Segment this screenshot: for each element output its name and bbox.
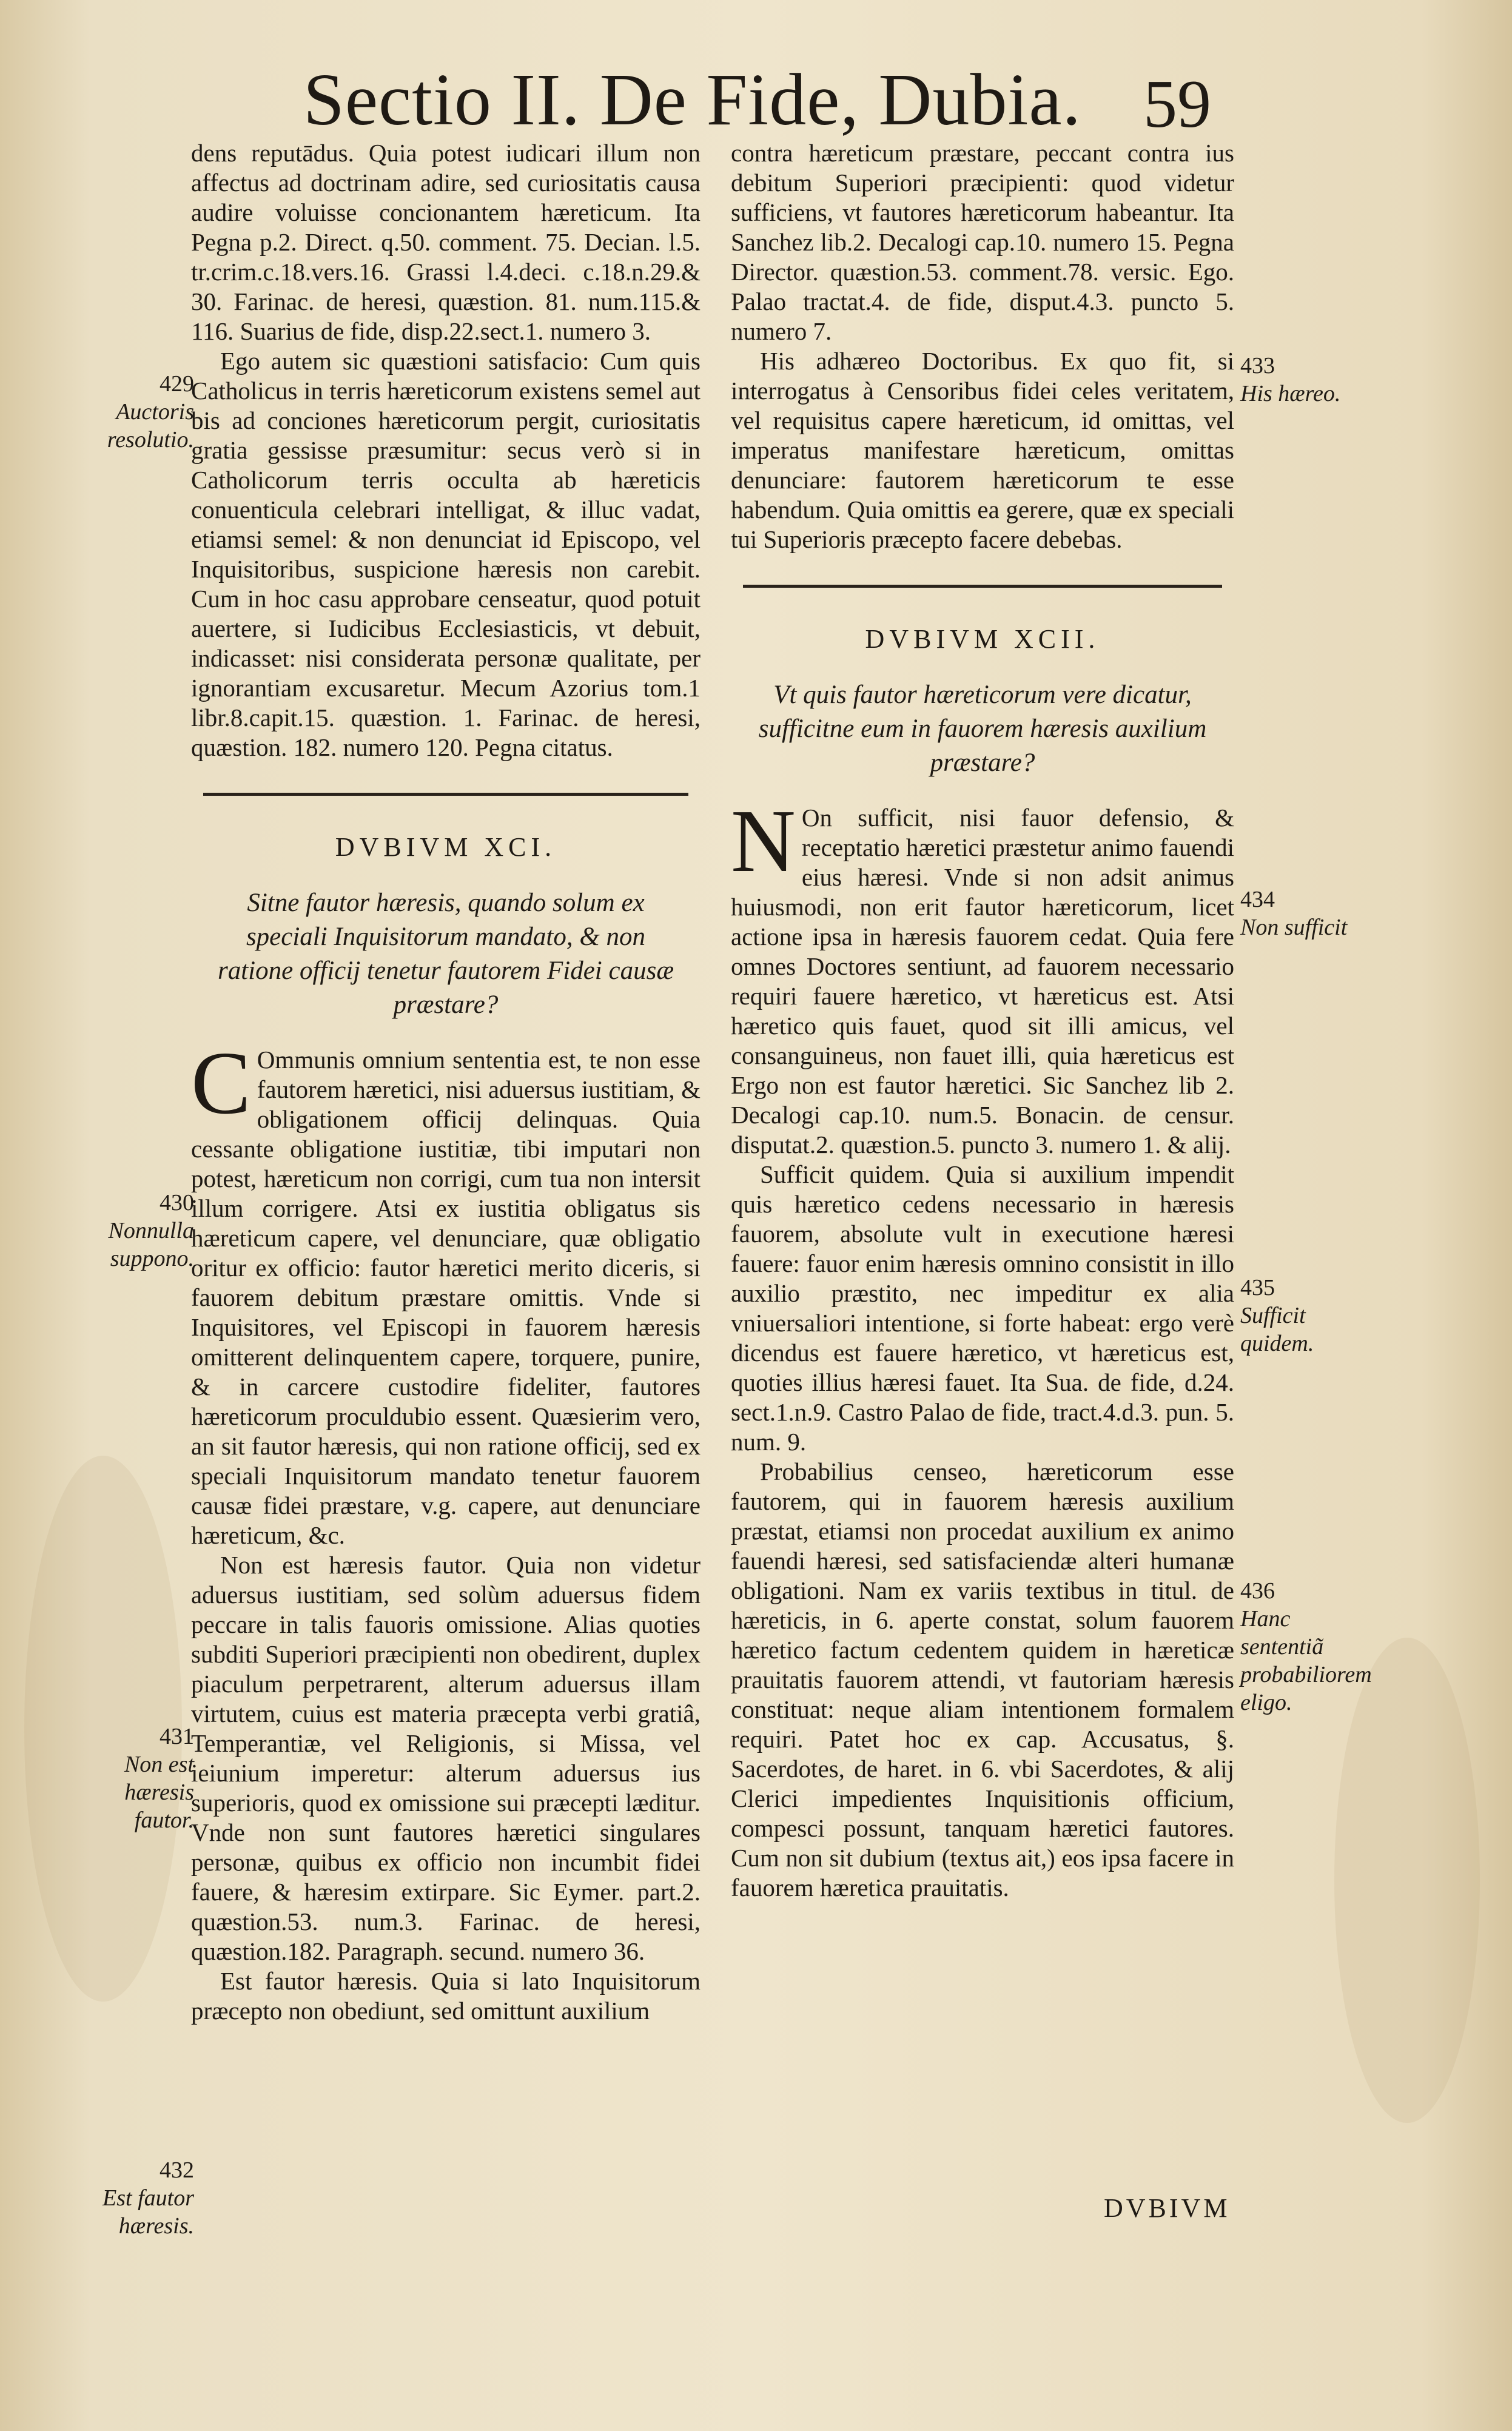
section-title: DVBIVM XCI. bbox=[335, 832, 557, 862]
margin-note: 434 Non sufficit bbox=[1240, 887, 1348, 940]
margin-note: 435 Sufficit quidem. bbox=[1240, 1275, 1314, 1356]
paragraph: Non est hæresis fautor. Quia non videtur aduersus iustitiam, sed solùm aduersus fidem peccare in talis fauoris omissione. Alias quoties subditi Superiori præcipienti non obedirent, duplex piaculum perpetrarent, alterum aduersus illam virtutem, cuius est materia præcepta verbi gratiâ, Temperantiæ, vel Religionis, si Missa, vel ieiunium imperetur: alterum aduersus ius superioris, quod ex omissione sui præcepti læditur. Vnde non sunt fautores hæretici singulares personæ, quibus ex officio non incumbit fidei fauere, & hæresim extirpare. Sic Eymer. part.2. quæstion.53. num.3. Farinac. de heresi, quæstion.182. Paragraph. secund. numero 36. bbox=[191, 1551, 701, 1965]
paragraph: Ego autem sic quæstioni satisfacio: Cum quis Catholicus in terris hæreticorum existens semel aut bis ad conciones hæreticorum pergit, curiositatis gratia gessisse præsumitur: secus verò si in Catholicorum terris occulta ab hæreticis conuenticula celebrari intelligat, & illuc vadat, etiamsi semel: & non denunciat id Episcopo, vel Inquisitoribus, suspicione hæresis non carebit. Cum in hoc casu approbare censeatur, quod potuit auertere, si Iudicibus Ecclesiasticis, vt debuit, indicasset: nisi considerata personæ qualitate, per ignorantiam excusaretur. Mecum Azorius tom.1 libr.8.capit.15. quæstion. 1. Farinac. de heresi, quæstion. 182. numero 120. Pegna citatus. bbox=[191, 347, 701, 761]
drop-cap: C bbox=[191, 1034, 251, 1133]
paragraph: Est fautor hæresis. Quia si lato Inquisitorum præcepto non obediunt, sed omittunt auxilium bbox=[191, 1967, 701, 2025]
margin-note: 430 Nonnulla suppono. bbox=[108, 1190, 194, 1271]
section-question: Vt quis fautor hæreticorum vere dicatur, sufficitne eum in fauorem hæresis auxilium præstare? bbox=[758, 681, 1207, 777]
paragraph: Sufficit quidem. Quia si auxilium impendit quis hæretico cedens necessario in hæresis fauorem, absolute vult in executione hæresi fauere: fauor enim hæresis omnino consistit in illo auxilio præstito, nec impeditur ex alia vniuersaliori intentione, si forte habeat: ergo verè dicendus est fauere hæretico, vt hæreticus est, quoties illius hæresi fauet. Ita Sua. de fide, d.24. sect.1.n.9. Castro Palao de fide, tract.4.d.3. pun. 5. num. 9. bbox=[731, 1160, 1234, 1456]
catchword: DVBIVM bbox=[1104, 2193, 1231, 2223]
paragraph bbox=[731, 792, 1234, 1160]
section-title: DVBIVM XCII. bbox=[865, 624, 1100, 654]
section-rule bbox=[203, 793, 688, 796]
margin-note: 436 Hanc sententiã probabiliorem eligo. bbox=[1240, 1578, 1372, 1715]
paragraph: contra hæreticum præstare, peccant contra ius debitum Superiori præcipienti: quod videtur sufficiens, vt fautores hæreticorum habeantur. Ita Sanchez lib.2. Decalogi cap.10. numero 15. Pegna Director. quæstion.53. comment.78. versic. Ego. Palao tractat.4. de fide, disput.4.3. puncto 5. numero 7. bbox=[731, 139, 1234, 345]
page-number: 59 bbox=[1143, 67, 1211, 142]
right-column bbox=[731, 138, 1234, 1903]
paragraph bbox=[191, 1034, 701, 1550]
section-question: Sitne fautor hæresis, quando solum ex speciali Inquisitorum mandato, & non ratione officij tenetur fautorem Fidei causæ præstare? bbox=[218, 889, 674, 1019]
left-column bbox=[191, 138, 701, 2026]
running-head: Sectio II. De Fide, Dubia. bbox=[303, 59, 1081, 141]
paragraph: His adhæreo Doctoribus. Ex quo fit, si interrogatus à Censoribus fidei celes veritatem, vel requisitus capere hæreticum, id omittas, vel imperatus manifestare hæreticum, omittas denunciare: fautorem hæreticorum te esse habendum. Quia omittis ea gerere, quæ ex speciali tui Superioris præcepto facere debebas. bbox=[731, 347, 1234, 553]
drop-cap: N bbox=[731, 792, 796, 891]
margin-note: 432 Est fautor hæresis. bbox=[102, 2157, 194, 2239]
section-rule bbox=[743, 585, 1222, 588]
paragraph-text: On sufficit, nisi fauor defensio, & receptatio hæretici præstetur animo fauendi eius hæresi. Vnde si non adsit animus huiusmodi, non erit fautor hæreticorum, licet actione ipsa in hæresis fauorem cedat. Quia fere omnes Doctores sentiunt, ad fauorem necessario requiri fauere hæretico, vt hæreticus est. Atsi hæretico quis fauet, quod sit illi amicus, vel consanguineus, non fauet illi, quia hæreticus est Ergo non est fautor hæretici. Sic Sanchez lib 2. Decalogi cap.10. num.5. Bonacin. de censur. disputat.2. quæstion.5. puncto 3. numero 1. & alij. bbox=[731, 804, 1234, 1158]
margin-note: 433 His hæreo. bbox=[1240, 353, 1341, 406]
paragraph-text: Ommunis omnium sententia est, te non esse fautorem hæretici, nisi aduersus iustitiam, & obligationem officij delinquas. Quia cessante obligatione iustitiæ, tibi imputari non potest, hæreticum non corrigi, cum tua non intersit illum corrigere. Atsi ex iustitia obligatus sis hæreticum capere, vel denunciare, quæ obligatio oritur ex officio: fautor hæretici merito diceris, si fauorem debitum præstare omittis. Vnde si Inquisitores, vel Episcopi in fauorem hæresis omitterent delinquentem capere, torquere, punire, & in carcere custodire fideliter, fautores hæreticorum proculdubio essent. Quæsierim vero, an sit fautor hæresis, qui non ratione officij, sed ex speciali Inquisitorum mandato tenetur fauorem causæ fidei præstare, v.g. capere, aut denunciare hæreticum, &c. bbox=[191, 1046, 701, 1549]
margin-note: 429 Auctoris resolutio. bbox=[107, 371, 194, 452]
paragraph: dens reputādus. Quia potest iudicari illum non affectus ad doctrinam adire, sed curiositatis causa audire voluisse concionantem hæreticum. Ita Pegna p.2. Direct. q.50. comment. 75. Decian. l.5. tr.crim.c.18.vers.16. Grassi l.4.deci. c.18.n.29.& 30. Farinac. de heresi, quæstion. 81. num.115.& 116. Suarius de fide, disp.22.sect.1. numero 3. bbox=[191, 139, 701, 345]
paragraph: Probabilius censeo, hæreticorum esse fautorem, qui in fauorem hæresis auxilium præstat, etiamsi non procedat auxilium ex animo fauendi hæresi, sed satisfaciendæ alteri humanæ obligationi. Nam ex variis textibus in titul. de hæreticis, in 6. aperte constat, solum fauorem hæretico factum cedentem quidem in hæreticæ prauitatis fauorem attendi, vt fautoriam hæresis constituat: neque aliam intentionem formalem requiri. Patet hoc ex cap. Accusatus, §. Sacerdotes, de haret. in 6. vbi Sacerdotes, & alij Clerici impedientes Inquisitionis officium, compesci possunt, tanquam hæretici fautores. Cum non sit dubium (textus ait,) eos ipsa facere in fauorem hæretica prauitatis. bbox=[731, 1458, 1234, 1901]
margin-note: 431 Non est hæresis fautor. bbox=[124, 1724, 194, 1833]
